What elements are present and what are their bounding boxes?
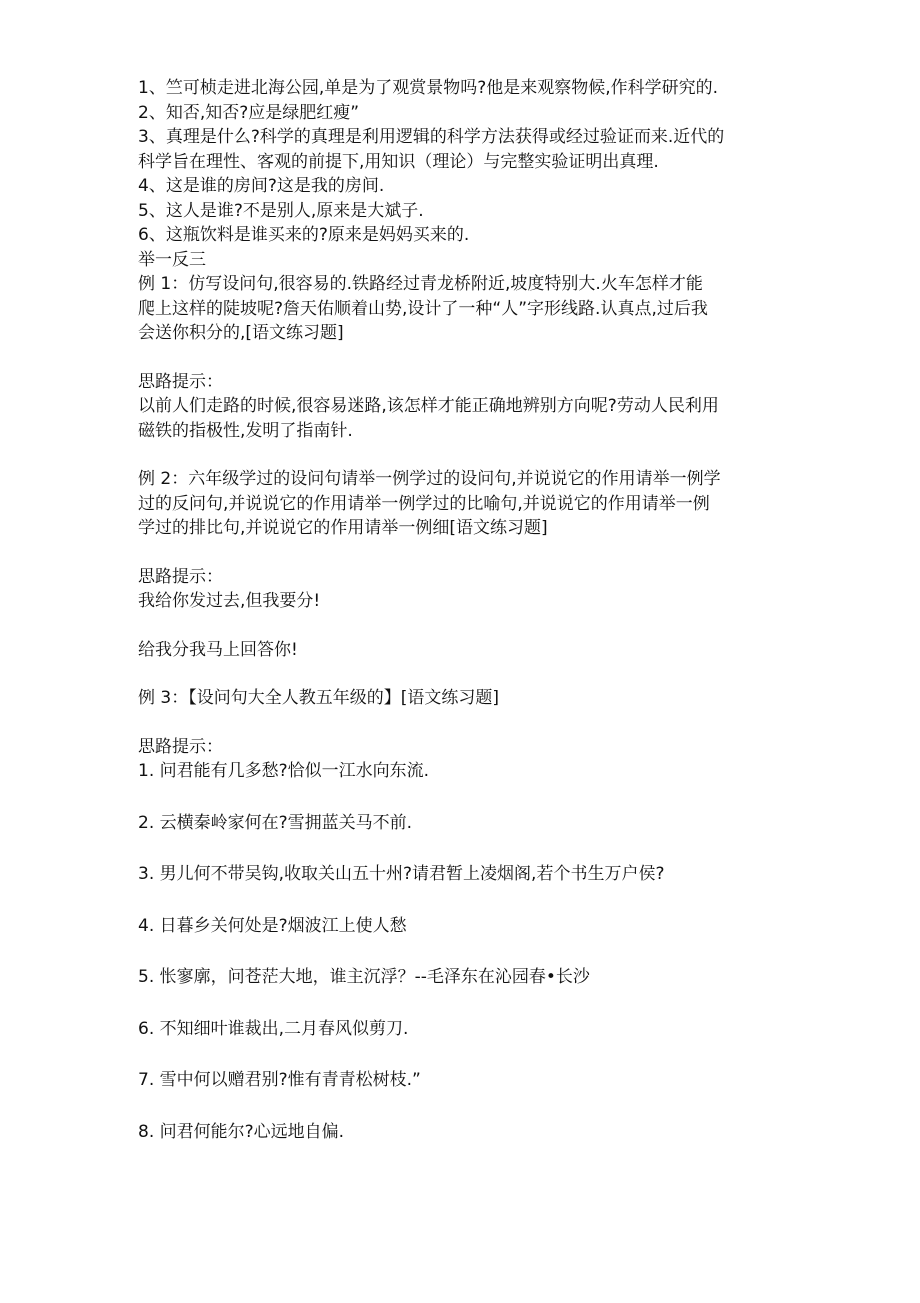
spacer [138,1093,778,1120]
example1-line-1: 例 1：仿写设问句,很容易的.铁路经过青龙桥附近,坡度特别大.火车怎样才能 [138,274,703,294]
example3-item-3: 3. 男儿何不带吴钩,收取关山五十州?请君暂上凌烟阁,若个书生万户侯? [138,864,665,884]
spacer [138,662,778,686]
spacer [138,938,778,965]
section-title: 举一反三 [138,249,206,270]
intro-line-1: 1、竺可桢走进北海公园,单是为了观赏景物吗?他是来观察物候,作科学研究的. [138,78,719,98]
example1-line-3: 会送你积分的,[语文练习题] [138,323,344,343]
intro-line-7: 6、这瓶饮料是谁买来的?原来是妈妈买来的. [138,225,470,245]
spacer [138,835,778,862]
example3-item-2: 2. 云横秦岭家何在?雪拥蓝关马不前. [138,812,413,833]
intro-line-4: 科学旨在理性、客观的前提下,用知识（理论）与完整实验证明出真理. [138,151,659,172]
example3-item-4: 4. 日暮乡关何处是?烟波江上使人愁 [138,915,407,936]
example3-item-7: 7. 雪中何以赠君别?惟有青青松树枝.” [138,1070,421,1090]
example2-line-3: 学过的排比句,并说说它的作用请举一例细[语文练习题] [138,518,548,538]
spacer [138,990,778,1017]
spacer [138,614,778,638]
spacer [138,346,778,370]
intro-line-6: 5、这人是谁?不是别人,原来是大斌子. [138,200,424,221]
example3-hint-label: 思路提示： [138,736,223,757]
example1-hint-label: 思路提示： [138,371,223,392]
example2-hint-line-1: 我给你发过去,但我要分! [138,591,321,611]
example3-item-5: 5. 怅寥廓，问苍茫大地，谁主沉浮？--毛泽东在沁园春•长沙 [138,967,590,987]
example2-hint-label: 思路提示： [138,566,223,587]
example1-hint-line-2: 磁铁的指极性,发明了指南针. [138,420,353,441]
intro-line-3: 3、真理是什么?科学的真理是利用逻辑的科学方法获得或经过验证而来.近代的 [138,127,725,147]
example1-hint-line-1: 以前人们走路的时候,很容易迷路,该怎样才能正确地辨别方向呢?劳动人民利用 [138,396,719,416]
example3-item-8: 8. 问君何能尔?心远地自偏. [138,1121,345,1142]
example3-item-6: 6. 不知细叶谁裁出,二月春风似剪刀. [138,1018,409,1039]
spacer [138,784,778,811]
spacer [138,1041,778,1068]
spacer [138,711,778,735]
intro-line-5: 4、这是谁的房间?这是我的房间. [138,176,385,196]
example3-title: 例 3：【设问句大全人教五年级的】[语文练习题] [138,688,499,708]
example1-line-2: 爬上这样的陡坡呢?詹天佑顺着山势,设计了一种“人”字形线路.认真点,过后我 [138,298,708,319]
example3-item-1: 1. 问君能有几多愁?恰似一江水向东流. [138,761,430,781]
document-page [138,76,778,1144]
spacer [138,541,778,565]
intro-line-2: 2、知否,知否?应是绿肥红瘦” [138,102,360,123]
example2-hint-line-2: 给我分我马上回答你! [138,639,298,660]
example2-line-1: 例 2：六年级学过的设问句请举一例学过的设问句,并说说它的作用请举一例学 [138,469,721,489]
example2-line-2: 过的反问句,并说说它的作用请举一例学过的比喻句,并说说它的作用请举一例 [138,493,710,514]
spacer [138,887,778,914]
spacer [138,443,778,467]
